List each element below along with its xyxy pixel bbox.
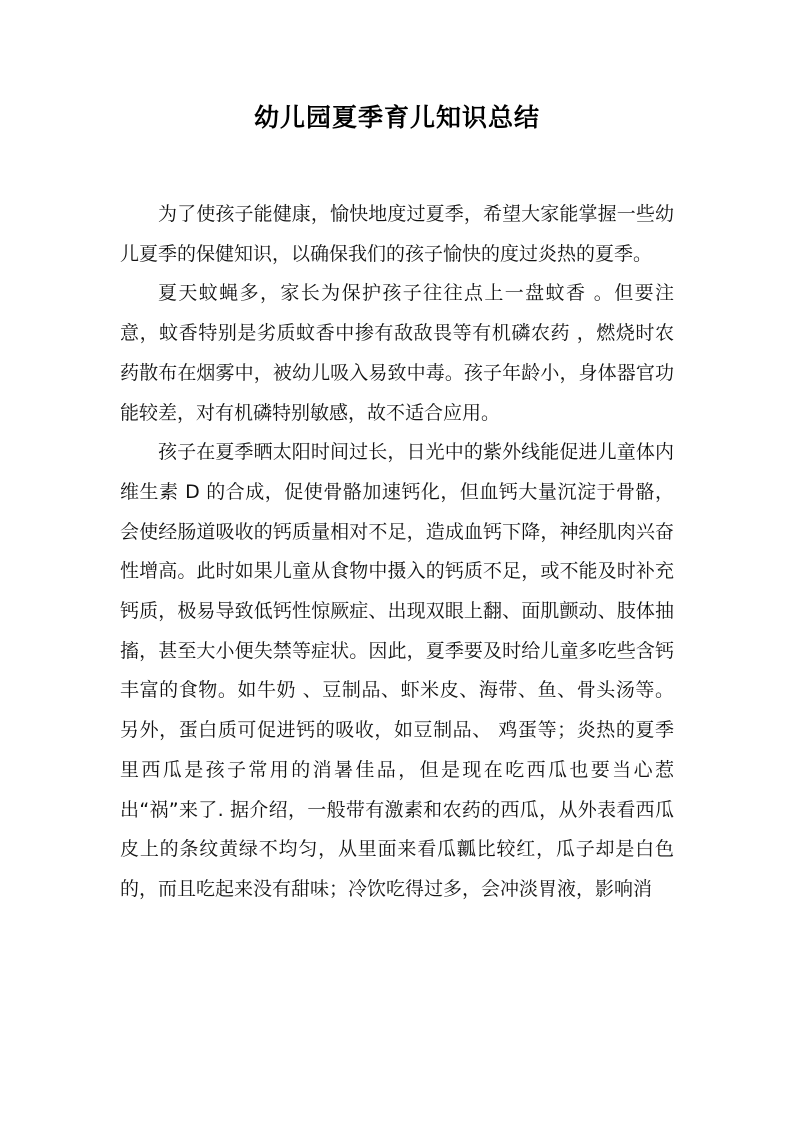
document-title: 幼儿园夏季育儿知识总结 [253, 103, 540, 132]
paragraph: 夏天蚊蝇多，家长为保护孩子往往点上一盘蚊香 。但要注意，蚊香特别是劣质蚊香中掺有敌敌畏等有机磷农药 ，燃烧时农药散布在烟雾中，被幼儿吸入易致中毒。孩子年龄小，身体器官功能较差，对有机磷特别敏感，故不适合应用。 [120, 282, 674, 424]
document-body [120, 195, 674, 910]
paragraph: 为了使孩子能健康，愉快地度过夏季，希望大家能掌握一些幼儿夏季的保健知识，以确保我们的孩子愉快的度过炎热的夏季。 [120, 203, 674, 265]
paragraph: 孩子在夏季晒太阳时间过长，日光中的紫外线能促进儿童体内维生素 D 的合成，促使骨骼加速钙化，但血钙大量沉淀于骨骼，会使经肠道吸收的钙质量相对不足，造成血钙下降，神经肌肉兴奋性增高。此时如果儿童从食物中摄入的钙质不足，或不能及时补充钙质，极易导致低钙性惊厥症、出现双眼上翻、面肌颤动、肢体抽搐，甚至大小便失禁等症状。因此，夏季要及时给儿童多吃些含钙丰富的食物。如牛奶 、豆制品、虾米皮、海带、鱼、骨头汤等。另外，蛋白质可促进钙的吸收，如豆制品、 鸡蛋等；炎热的夏季里西瓜是孩子常用的消暑佳品，但是现在吃西瓜也要当心惹出“祸”来了. 据介绍，一般带有激素和农药的西瓜，从外表看西瓜皮上的条纹黄绿不均匀，从里面来看瓜瓤比较红，瓜子却是白色的，而且吃起来没有甜味；冷饮吃得过多，会冲淡胃液，影响消 [120, 441, 674, 900]
